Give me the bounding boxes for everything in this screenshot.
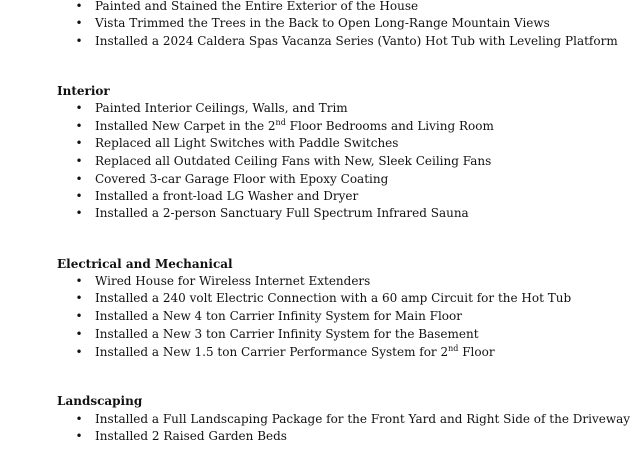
bullet-icon: • xyxy=(75,345,83,359)
bullet-icon: • xyxy=(75,206,83,220)
bullet-icon: • xyxy=(75,0,83,13)
bullet-icon: • xyxy=(75,429,83,443)
list-item-text: Vista Trimmed the Trees in the Back to Open Long-Range Mountain Views xyxy=(95,16,550,30)
list-item-text: Replaced all Light Switches with Paddle Switches xyxy=(95,136,399,150)
bullet-icon: • xyxy=(75,172,83,186)
list-item-text: Installed a 2024 Caldera Spas Vacanza Series (Vanto) Hot Tub with Leveling Platform xyxy=(95,34,618,48)
bullet-icon: • xyxy=(75,274,83,288)
section-heading-electrical-mechanical: Electrical and Mechanical xyxy=(57,257,233,271)
section-heading-interior: Interior xyxy=(57,84,110,98)
bullet-icon: • xyxy=(75,136,83,150)
list-item-text: Painted and Stained the Entire Exterior of the House xyxy=(95,0,419,13)
bullet-icon: • xyxy=(75,16,83,30)
list-item-text: Painted Interior Ceilings, Walls, and Trim xyxy=(95,101,348,115)
bullet-icon: • xyxy=(75,34,83,48)
section-heading-landscaping: Landscaping xyxy=(57,394,143,408)
list-item-text: Installed a New 4 ton Carrier Infinity System for Main Floor xyxy=(95,309,462,323)
bullet-icon: • xyxy=(75,189,83,203)
list-item-text: Installed a 240 volt Electric Connection with a 60 amp Circuit for the Hot Tub xyxy=(95,291,572,305)
ordinal-suffix: nd xyxy=(448,344,459,353)
list-item-text: Installed a front-load LG Washer and Dryer xyxy=(95,189,359,203)
list-item-text: Installed a Full Landscaping Package for the Front Yard and Right Side of the Driveway xyxy=(95,412,631,426)
bullet-icon: • xyxy=(75,291,83,305)
bullet-icon: • xyxy=(75,327,83,341)
bullet-icon: • xyxy=(75,154,83,168)
list-item-text: Installed a New 1.5 ton Carrier Performance System for 2nd Floor xyxy=(95,344,495,359)
bullet-icon: • xyxy=(75,101,83,115)
bullet-icon: • xyxy=(75,119,83,133)
ordinal-suffix: nd xyxy=(275,118,286,127)
list-item-text: Installed a 2-person Sanctuary Full Spectrum Infrared Sauna xyxy=(95,206,469,220)
list-item-text: Installed New Carpet in the 2nd Floor Bedrooms and Living Room xyxy=(95,118,494,133)
list-item-text: Installed 2 Raised Garden Beds xyxy=(95,429,287,443)
bullet-icon: • xyxy=(75,412,83,426)
list-item-text: Wired House for Wireless Internet Extenders xyxy=(95,274,371,288)
bullet-icon: • xyxy=(75,309,83,323)
list-item-text: Installed a New 3 ton Carrier Infinity System for the Basement xyxy=(95,327,479,341)
list-item-text: Covered 3-car Garage Floor with Epoxy Coating xyxy=(95,172,389,186)
list-item-text: Replaced all Outdated Ceiling Fans with New, Sleek Ceiling Fans xyxy=(95,154,492,168)
